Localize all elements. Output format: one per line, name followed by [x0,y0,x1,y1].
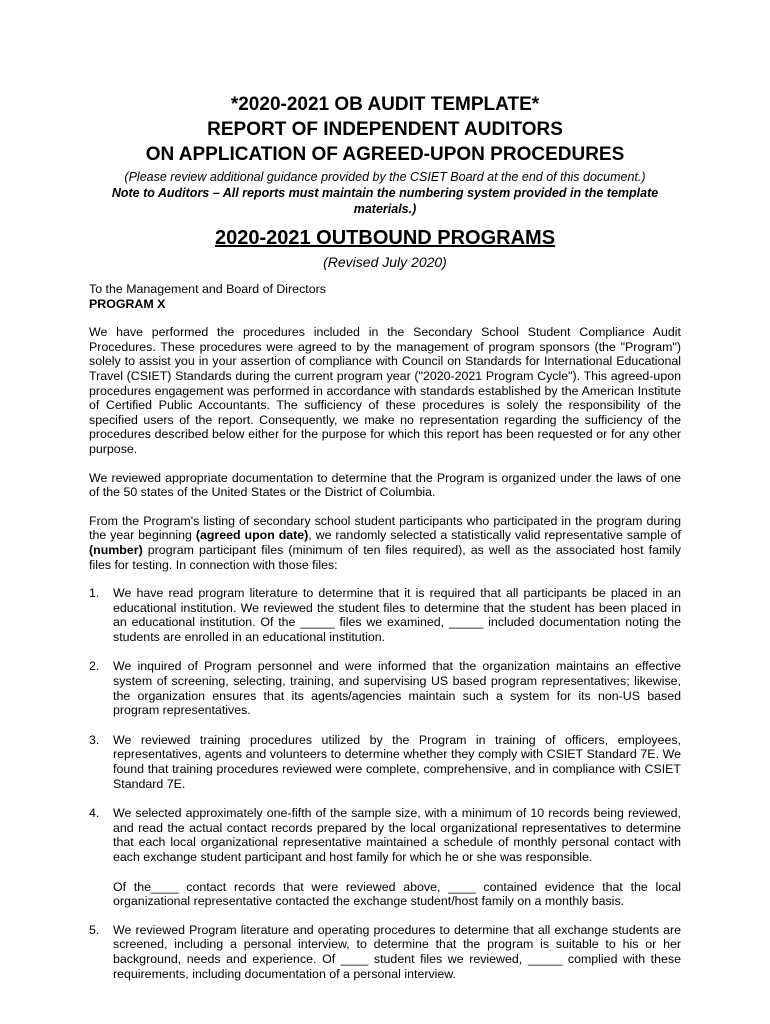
item-number: 5. [89,922,100,937]
list-item [89,659,681,717]
item-number: 1. [89,586,100,601]
agreed-upon-date: (agreed upon date) [195,528,309,543]
procedure-list-continued [89,923,681,981]
item-text: We inquired of Program personnel and were informed that the organization maintains an effective system of screening, selecting, training, and supervising US based program representatives; likewise, the organization ensures that its agents/agencies maintain such a system for its non-US based program representatives. [113,659,681,718]
item-number: 2. [89,659,100,674]
auditor-note: Note to Auditors – All reports must maintain the numbering system provided in the template materials.) [111,186,659,216]
item4-followup: Of the____ contact records that were reviewed above, ____ contained evidence that the local organizational representative contacted the exchange student/host family on a monthly basis. [113,879,681,909]
addressee-block [89,282,681,311]
revised-date: (Revised July 2020) [323,254,447,270]
sample-number: (number) [89,542,143,557]
list-item [89,586,681,644]
program-heading [89,225,681,271]
addressee-line: To the Management and Board of Directors [89,282,326,296]
template-title: *2020-2021 OB AUDIT TEMPLATE* [230,94,540,115]
list-item [89,923,681,981]
sample-paragraph [89,514,681,572]
program-name: PROGRAM X [89,296,166,311]
item-text: We reviewed Program literature and operating procedures to determine that all exchange students are screened, including a personal interview, to determine that the program is suitable to his or her background, needs and experience. Of ____ student files we reviewed, _____ complied with these requirements, including documentation of a personal interview. [113,922,681,981]
sample-text-c: , we randomly selected a statistically valid representative sample of [308,528,681,543]
report-header [89,92,681,217]
item-text: We have read program literature to determine that it is required that all participants be placed in an educational institution. We reviewed the student files to determine that the student has been placed in an educational institution. Of the _____ files we examined, _____ included documentation noting the students are enrolled in an educational institution. [113,586,681,644]
guidance-note: (Please review additional guidance provided by the CSIET Board at the end of this document.) [124,170,646,184]
sample-text-a: From the Program's listing of secondary school student participants who participated in the program during the year beginning [89,513,681,543]
intro-paragraph: We have performed the procedures included in the Secondary School Student Compliance Audit Procedures. These procedures were agreed to by the management of program sponsors (the "Program") solely to assist you in your assertion of compliance with Council on Standards for International Educational Travel (CSIET) Standards during the current program year ("2020-2021 Program Cycle"). This agreed-upon procedures engagement was performed in accordance with standards established by the American Institute of Certified Public Accountants. The sufficiency of these procedures is solely the responsibility of the specified users of the report. Consequently, we make no representation regarding the sufficiency of the procedures described below either for the purpose for which this report has been requested or for any other purpose. [89,325,681,456]
sample-text-e: program participant files (minimum of ten files required), as well as the associated host family files for testing. In connection with those files: [89,542,681,572]
organization-paragraph: We reviewed appropriate documentation to determine that the Program is organized under the laws of one of the 50 states of the United States or the District of Columbia. [89,470,681,500]
report-body [89,282,681,996]
item-text: We reviewed training procedures utilized by the Program in training of officers, employees, representatives, agents and volunteers to determine whether they comply with CSIET Standard 7E. We found that training procedures reviewed were complete, comprehensive, and in compliance with CSIET Standard 7E. [113,732,681,791]
item-text: We selected approximately one-fifth of the sample size, with a minimum of 10 records being reviewed, and read the actual contact records prepared by the local organizational representatives to determine that each local organizational representative maintained a schedule of monthly personal contact with each exchange student participant and host family for which he or she was responsible. [113,806,681,864]
procedure-list [89,586,681,865]
list-item [89,733,681,791]
item-number: 4. [89,806,100,821]
program-title: 2020-2021 OUTBOUND PROGRAMS [214,227,556,249]
report-title: REPORT OF INDEPENDENT AUDITORS [207,119,563,140]
item-number: 3. [89,732,100,747]
list-item [89,806,681,864]
report-subtitle: ON APPLICATION OF AGREED-UPON PROCEDURES [145,144,625,165]
